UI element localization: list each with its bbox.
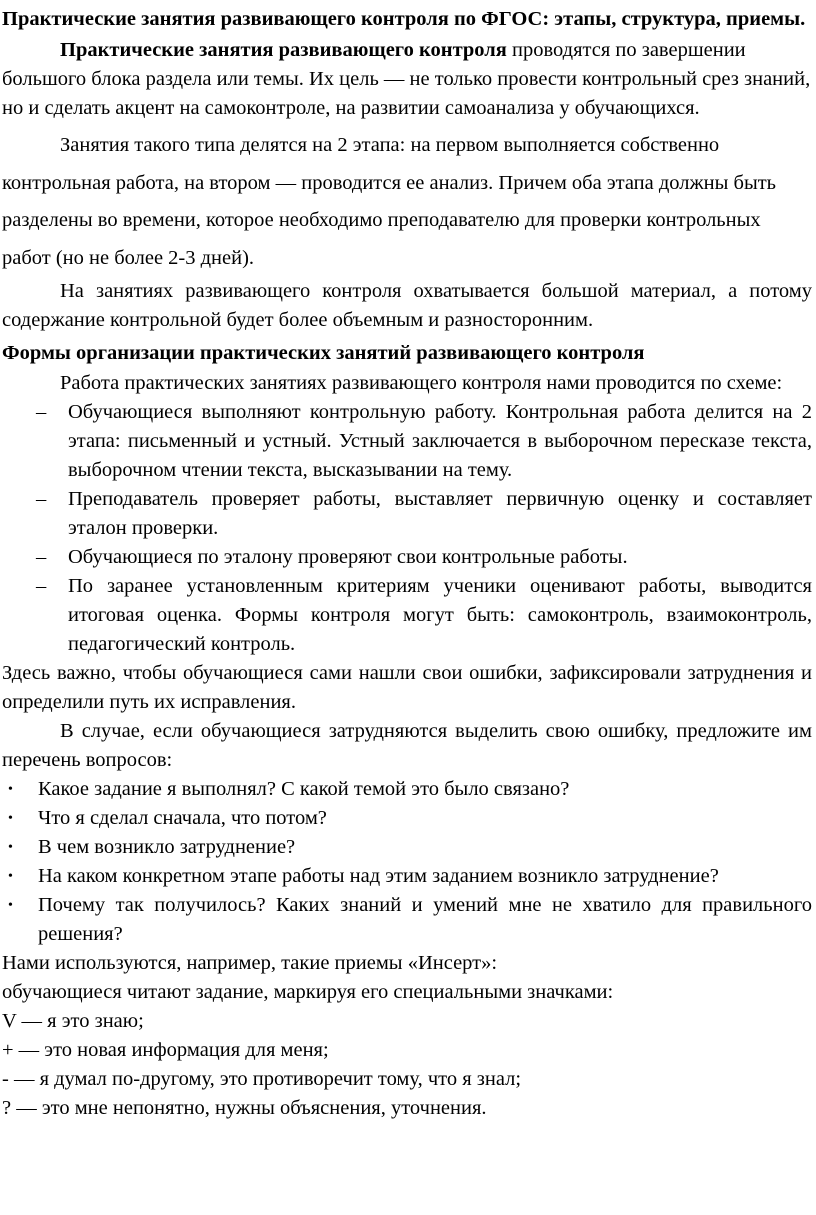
mark-line: + — это новая информация для меня; [2, 1039, 329, 1061]
dash-marker: – [36, 488, 47, 510]
list-item: • Какое задание я выполнял? С какой темой это было связано? [2, 775, 812, 804]
scheme-list [2, 398, 812, 659]
bullet-marker: • [8, 811, 13, 826]
list-item: – Преподаватель проверяет работы, выставляет первичную оценку и составляет эталон проверки. [2, 485, 812, 543]
scheme-intro: Работа практических занятиях развивающего контроля нами проводится по схеме: [60, 372, 783, 394]
intro-bold-term: Практические занятия развивающего контроля [60, 39, 507, 61]
list-item: • Почему так получилось? Каких знаний и умений мне не хватило для правильного решения? [2, 891, 812, 949]
dash-marker: – [36, 401, 47, 423]
section-heading: Формы организации практических занятий развивающего контроля [2, 342, 645, 364]
intro-text: проводятся по завершении большого блока раздела или темы. Их цель — не только провести контрольный срез знаний, но и сделать акцент на самоконтроле, на развитии самоанализа у обучающихся. [2, 39, 811, 119]
list-item: • Что я сделал сначала, что потом? [2, 804, 812, 833]
list-item: • На каком конкретном этапе работы над этим заданием возникло затруднение? [2, 862, 812, 891]
bullet-marker: • [8, 782, 13, 797]
list-item: – Обучающиеся выполняют контрольную работу. Контрольная работа делится на 2 этапа: письменный и устный. Устный заключается в выборочном пересказе текста, выборочном чтении текста, высказывании на тему. [2, 398, 812, 485]
intro-paragraph [2, 36, 812, 123]
list-item: – Обучающиеся по эталону проверяют свои контрольные работы. [2, 543, 812, 572]
bullet-marker: • [8, 898, 13, 913]
questions-intro: В случае, если обучающиеся затрудняются выделить свою ошибку, предложите им перечень вопросов: [2, 720, 812, 771]
material-paragraph: На занятиях развивающего контроля охватывается большой материал, а потому содержание контрольной будет более объемным и разносторонним. [2, 280, 812, 331]
insert-intro: Нами используются, например, такие приемы «Инсерт»: [2, 952, 498, 974]
bullet-marker: • [8, 840, 13, 855]
bullet-marker: • [8, 869, 13, 884]
mark-line: - — я думал по-другому, это противоречит тому, что я знал; [2, 1068, 522, 1090]
insert-description: обучающиеся читают задание, маркируя его специальными значками: [2, 981, 614, 1003]
mark-line: ? — это мне непонятно, нужны объяснения, уточнения. [2, 1097, 487, 1119]
document-title: Практические занятия развивающего контроля по ФГОС: этапы, структура, приемы. [2, 8, 806, 30]
list-item: • В чем возникло затруднение? [2, 833, 812, 862]
dash-marker: – [36, 546, 47, 568]
list-item: – По заранее установленным критериям ученики оценивают работы, выводится итоговая оценка. Формы контроля могут быть: самоконтроль, взаимоконтроль, педагогический контроль. [2, 572, 812, 659]
stages-paragraph: Занятия такого типа делятся на 2 этапа: на первом выполняется собственно контрольная работа, на втором — проводится ее анализ. Причем оба этапа должны быть разделены во времени, которое необходимо преподавателю для проверки контрольных работ (но не более 2-3 дней). [2, 134, 777, 269]
dash-marker: – [36, 575, 47, 597]
mark-line: V — я это знаю; [2, 1010, 144, 1032]
errors-paragraph: Здесь важно, чтобы обучающиеся сами нашли свои ошибки, зафиксировали затруднения и определили путь их исправления. [2, 662, 812, 713]
questions-list [2, 775, 812, 949]
